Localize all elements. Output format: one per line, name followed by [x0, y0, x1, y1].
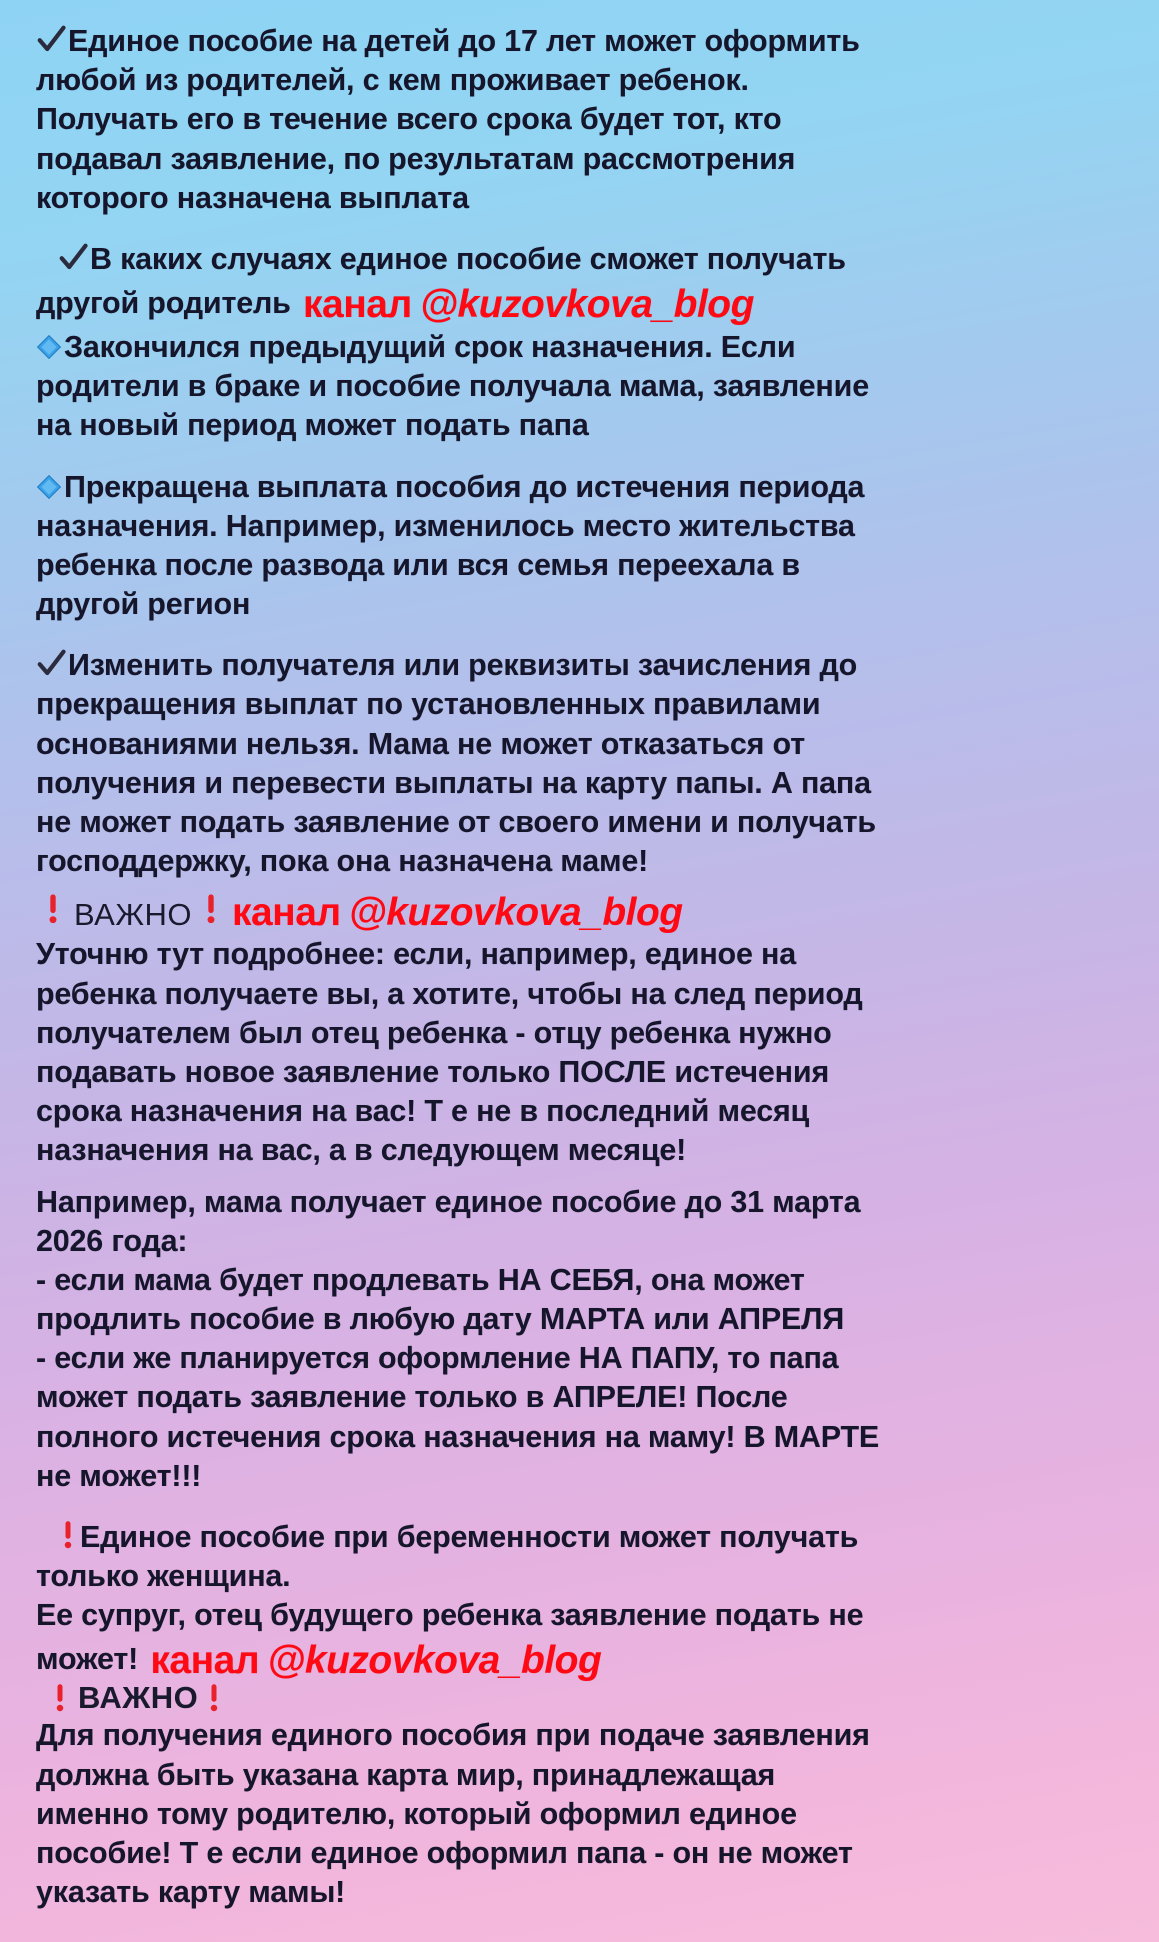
paragraph-line: может подать заявление только в АПРЕЛЕ! После — [36, 1380, 788, 1415]
paragraph-line: на новый период может подать папа — [36, 408, 589, 443]
line-text: Единое пособие на детей до 17 лет может оформить — [68, 24, 860, 58]
paragraph-line: именно тому родителю, который оформил единое — [36, 1796, 797, 1831]
line-text: В каких случаях единое пособие сможет получать — [90, 241, 846, 276]
paragraph-line — [36, 328, 1123, 367]
text-block-1 — [36, 22, 1123, 218]
important-label: ВАЖНО — [74, 897, 192, 933]
paragraph-line: подавать новое заявление только ПОСЛЕ истечения — [36, 1054, 830, 1089]
paragraph-line: указать карту мамы! — [36, 1875, 346, 1910]
paragraph-line: Уточню тут подробнее: если, например, единое на — [36, 937, 796, 972]
line-text: Закончился предыдущий срок назначения. Если — [64, 329, 796, 364]
paragraph-line — [36, 1636, 1123, 1682]
paragraph-line: срока назначения на вас! Т е не в последний месяц — [36, 1094, 810, 1129]
paragraph-line: Для получения единого пособия при подаче заявления — [36, 1718, 870, 1753]
paragraph-line: должна быть указана карта мир, принадлежащая — [36, 1757, 776, 1792]
paragraph-line: Получать его в течение всего срока будет тот, кто — [36, 102, 782, 137]
text-block-4 — [36, 468, 1123, 625]
watermark-prefix: канал — [150, 1638, 260, 1682]
text-block-6 — [36, 891, 1123, 1170]
paragraph-line: получателем был отец ребенка - отцу ребенка нужно — [36, 1015, 832, 1050]
red-exclamation-icon — [42, 893, 64, 925]
watermark-channel — [303, 283, 754, 328]
paragraph-line: господдержку, пока она назначена маме! — [36, 844, 649, 879]
paragraph-line: продлить пособие в любую дату МАРТА или АПРЕЛЯ — [36, 1302, 845, 1337]
paragraph-line: Ее супруг, отец будущего ребенка заявление подать не — [36, 1598, 864, 1633]
paragraph-line: получения и перевести выплаты на карту папы. А папа — [36, 765, 871, 800]
watermark-handle: @kuzovkova_blog — [267, 1638, 602, 1682]
line-text: Изменить получателя или реквизиты зачисления до — [68, 648, 858, 683]
text-block-5 — [36, 646, 1123, 881]
watermark-channel — [150, 1640, 601, 1683]
paragraph-line: другой регион — [36, 587, 251, 622]
important-label: ВАЖНО — [78, 1680, 199, 1716]
check-mark-icon — [36, 648, 66, 678]
paragraph-line: назначения на вас, а в следующем месяце! — [36, 1133, 687, 1168]
paragraph-line — [36, 646, 1123, 685]
watermark-handle: @kuzovkova_blog — [420, 283, 754, 327]
paragraph-line: подавал заявление, по результатам рассмотрения — [36, 141, 796, 176]
paragraph-line — [36, 240, 1123, 279]
paragraph-line: - если же планируется оформление НА ПАПУ, то папа — [36, 1341, 839, 1376]
paragraph-line: - если мама будет продлевать НА СЕБЯ, она может — [36, 1262, 805, 1297]
paragraph-line: только женщина. — [36, 1559, 291, 1594]
paragraph-line: ребенка после развода или вся семья переехала в — [36, 547, 800, 582]
paragraph-line: пособие! Т е если единое оформил папа - он не может — [36, 1836, 853, 1871]
line-text: Единое пособие при беременности может получать — [80, 1520, 859, 1555]
red-exclamation-icon — [200, 893, 222, 925]
red-exclamation-icon — [204, 1683, 224, 1713]
red-exclamation-icon — [58, 1520, 78, 1550]
paragraph-line: не может подать заявление от своего имени и получать — [36, 805, 876, 840]
paragraph-line: назначения. Например, изменилось место жительства — [36, 508, 855, 543]
paragraph-line: 2026 года: — [36, 1223, 188, 1258]
text-block-8 — [36, 1518, 1123, 1682]
paragraph-line — [36, 22, 1123, 61]
paragraph-line: родители в браке и пособие получала мама, заявление — [36, 369, 869, 404]
line-text: может! — [36, 1641, 139, 1676]
line-text: Прекращена выплата пособия до истечения периода — [64, 469, 865, 504]
text-block-2 — [36, 240, 1123, 327]
paragraph-line — [36, 468, 1123, 507]
important-heading-row — [36, 891, 1123, 935]
paragraph-line: прекращения выплат по установленных правилами — [36, 687, 821, 722]
paragraph-line: полного истечения срока назначения на маму! В МАРТЕ — [36, 1419, 880, 1454]
watermark-prefix: канал — [231, 891, 341, 935]
watermark-handle: @kuzovkova_blog — [348, 891, 683, 935]
paragraph-line — [36, 279, 1123, 327]
paragraph-line: которого назначена выплата — [36, 180, 469, 215]
paragraph-line: ребенка получаете вы, а хотите, чтобы на след период — [36, 976, 863, 1011]
blue-diamond-icon — [36, 334, 62, 360]
important-heading-row — [36, 1680, 1123, 1716]
paragraph-line: основаниями нельзя. Мама не может отказаться от — [36, 726, 805, 761]
check-mark-icon — [36, 24, 66, 54]
paragraph-line: любой из родителей, с кем проживает ребенок. — [36, 63, 749, 98]
paragraph-line: не может!!! — [36, 1458, 202, 1493]
text-block-9 — [36, 1680, 1123, 1912]
check-mark-icon — [58, 242, 88, 272]
text-block-3 — [36, 328, 1123, 446]
paragraph-line: Например, мама получает единое пособие до 31 марта — [36, 1184, 861, 1219]
red-exclamation-icon — [50, 1683, 70, 1713]
line-text: другой родитель — [36, 286, 291, 321]
watermark-prefix: канал — [302, 283, 412, 327]
text-block-7 — [36, 1183, 1123, 1497]
paragraph-line — [36, 1518, 1123, 1557]
blue-diamond-icon — [36, 474, 62, 500]
